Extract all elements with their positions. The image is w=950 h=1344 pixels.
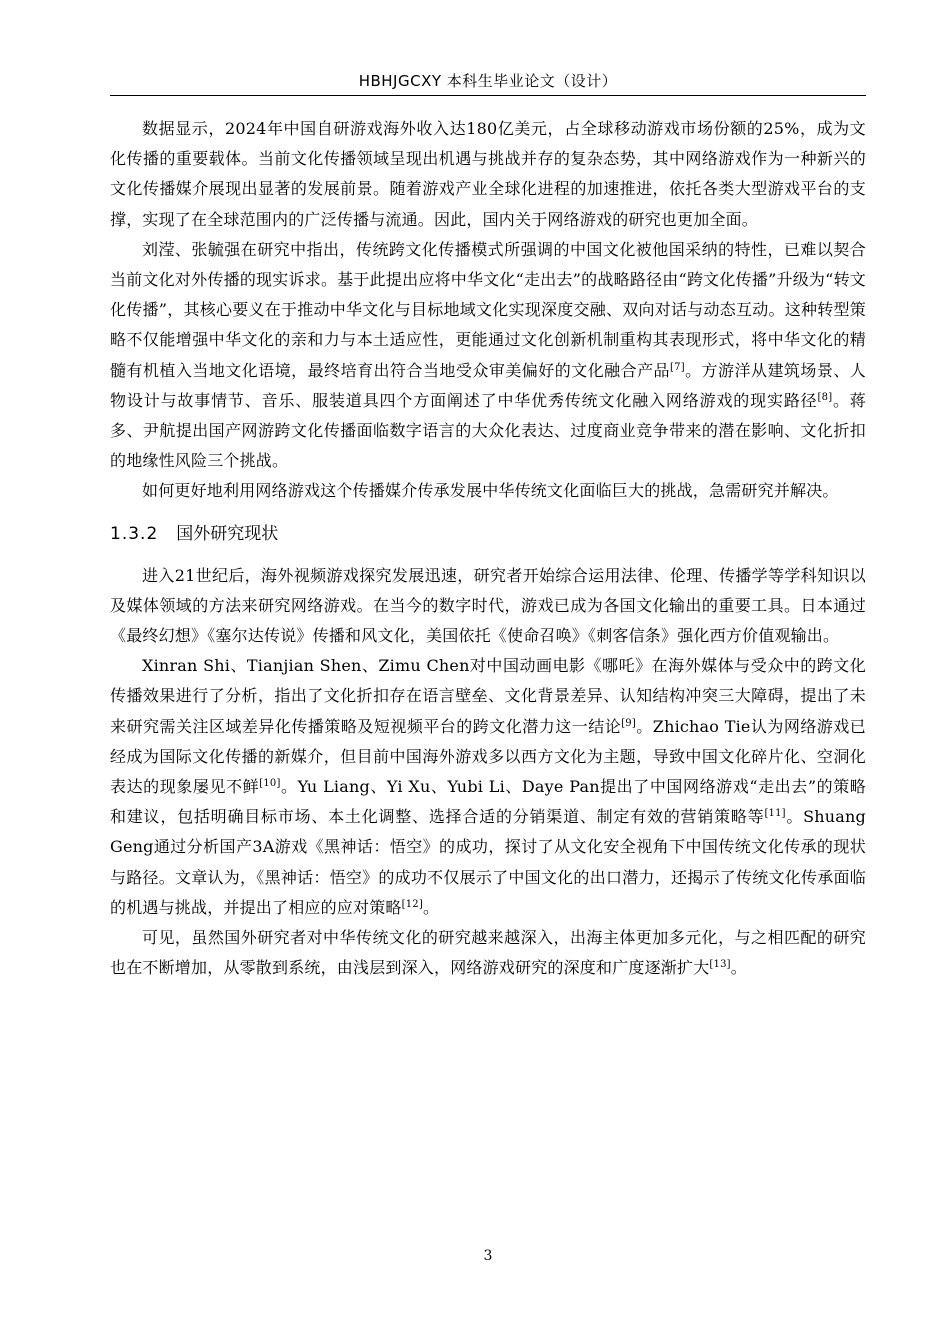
paragraph-2 [110, 235, 866, 477]
section-number: 1.3.2 [110, 523, 159, 544]
header-rule [110, 95, 866, 96]
section-heading [110, 519, 866, 549]
paragraph-5-part-b: 。Zhichao Tie认为网络游戏已经成为国际文化传播的新媒介，但目前中国海外游戏多以西方文化为主题，导致中国文化碎片化、空洞化表达的现象屡见不鲜 [110, 716, 866, 797]
paragraph-6-part-a: 可见，虽然国外研究者对中华传统文化的研究越来越深入，出海主体更加多元化，与之相匹配的研究也在不断增加，从零散到系统，由浅层到深入，网络游戏研究的深度和广度逐渐扩大 [110, 928, 866, 978]
paragraph-5 [110, 651, 866, 923]
body-text [110, 114, 866, 983]
paragraph-2-part-c: 。蒋多、尹航提出国产网游跨文化传播面临数字语言的大众化表达、过度商业竞争带来的潜在影响、文化折扣的地缘性风险三个挑战。 [110, 390, 866, 471]
section-title: 国外研究现状 [176, 523, 279, 544]
citation-9: [9] [621, 717, 636, 729]
paragraph-3: 如何更好地利用网络游戏这个传播媒介传承发展中华传统文化面临巨大的挑战，急需研究并解决。 [142, 481, 839, 501]
citation-10: [10] [259, 778, 281, 790]
paragraph-5-part-a: Xinran Shi、Tianjian Shen、Zimu Chen对中国动画电影《哪吒》在海外媒体与受众中的跨文化传播效果进行了分析，指出了文化折扣存在语言壁垒、文化背景差异、认知结构冲突三大障碍，提出了未来研究需关注区域差异化传播策略及短视频平台的跨文化潜力这一结论 [110, 656, 866, 736]
paragraph-5-part-d: 。Shuang Geng通过分析国产3A游戏《黑神话：悟空》的成功，探讨了从文化安全视角下中国传统文化传承的现状与路径。文章认为，《黑神话：悟空》的成功不仅展示了中国文化的出口潜力，还揭示了传统文化传承面临的机遇与挑战，并提出了相应的应对策略 [110, 807, 866, 917]
citation-12: [12] [401, 898, 423, 910]
paragraph-5-part-c: 。Yu Liang、Yi Xu、Yubi Li、Daye Pan提出了中国网络游戏“走出去”的策略和建议，包括明确目标市场、本土化调整、选择合适的分销渠道、制定有效的营销策略等 [110, 777, 866, 827]
paragraph-5-part-e: 。 [422, 897, 440, 917]
citation-8: [8] [817, 391, 833, 403]
paragraph-4: 进入21世纪后，海外视频游戏探究发展迅速，研究者开始综合运用法律、伦理、传播学等学科知识以及媒体领域的方法来研究网络游戏。在当今的数字时代，游戏已成为各国文化输出的重要工具。日本通过《最终幻想》《塞尔达传说》传播和风文化，美国依托《使命召唤》《刺客信条》强化西方价值观输出。 [110, 565, 866, 646]
citation-13: [13] [709, 959, 731, 971]
paragraph-2-part-a: 刘滢、张毓强在研究中指出，传统跨文化传播模式所强调的中国文化被他国采纳的特性，已难以契合当前文化对外传播的现实诉求。基于此提出应将中华文化“走出去”的战略路径由“跨文化传播”升级为“转文化传播”，其核心要义在于推动中华文化与目标地域文化实现深度交融、双向对话与动态互动。这种转型策略不仅能增强中华文化的亲和力与本土适应性，更能通过文化创新机制重构其表现形式，将中华文化的精髓有机植入当地文化语境，最终培育出符合当地受众审美偏好的文化融合产品 [110, 239, 866, 380]
citation-7: [7] [670, 361, 685, 373]
paragraph-6-part-b: 。 [730, 958, 747, 978]
paragraph-2-part-b: 。方游洋从建筑场景、人物设计与故事情节、音乐、服装道具四个方面阐述了中华优秀传统文化融入网络游戏的现实路径 [110, 360, 867, 410]
paragraph-1: 数据显示，2024年中国自研游戏海外收入达180亿美元，占全球移动游戏市场份额的25%，成为文化传播的重要载体。当前文化传播领域呈现出机遇与挑战并存的复杂态势，其中网络游戏作为一种新兴的文化传播媒介展现出显著的发展前景。随着游戏产业全球化进程的加速推进，依托各类大型游戏平台的支撑，实现了在全球范围内的广泛传播与流通。因此，国内关于网络游戏的研究也更加全面。 [110, 119, 866, 229]
page-number: 3 [483, 1248, 493, 1264]
paragraph-6 [110, 923, 866, 983]
citation-11: [11] [764, 808, 786, 820]
running-header: HBHJGCXY 本科生毕业论文（设计） [358, 72, 618, 90]
